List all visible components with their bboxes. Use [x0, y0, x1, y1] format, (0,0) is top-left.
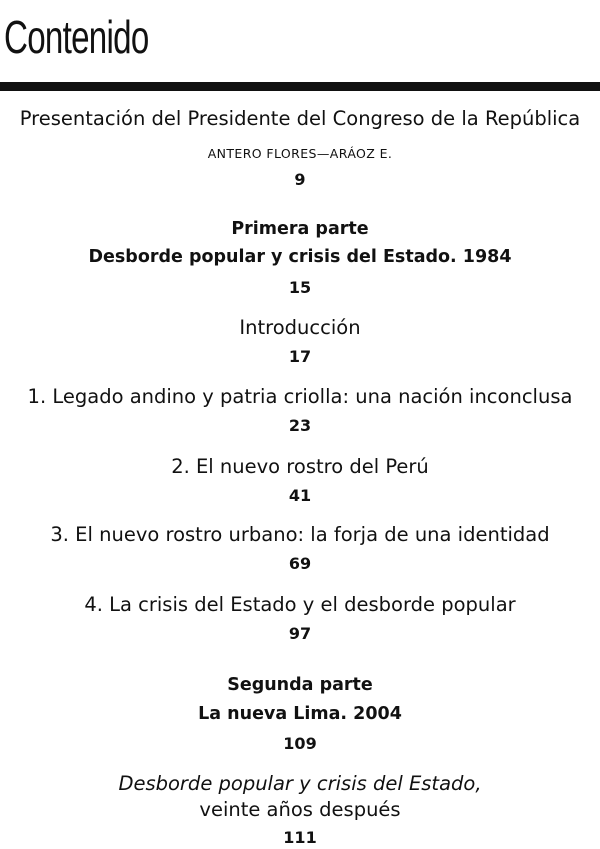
part-label: Primera parte: [231, 219, 369, 239]
toc-entry-page: 17: [288, 347, 312, 366]
part-title: La nueva Lima. 2004: [198, 704, 402, 724]
heading-rule: [0, 82, 600, 91]
toc-entry-title: 1. Legado andino y patria criolla: una nación inconclusa: [27, 385, 573, 408]
toc-entry-title: 4. La crisis del Estado y el desborde popular: [84, 593, 516, 616]
toc-entry-title: 2. El nuevo rostro del Perú: [171, 455, 429, 478]
toc-entry-title: Desborde popular y crisis del Estado,: [118, 772, 482, 795]
toc-entry-page: 69: [288, 554, 312, 573]
toc-entry-title: Introducción: [239, 316, 361, 339]
toc-entry-title: 3. El nuevo rostro urbano: la forja de una identidad: [50, 523, 550, 546]
toc-entry-page: 41: [288, 486, 312, 505]
toc-entry-author: ANTERO FLORES—ARÁOZ E.: [207, 146, 393, 161]
toc-entry-page: 97: [288, 624, 312, 643]
toc-entry-page: 9: [294, 170, 306, 189]
toc-entry-page: 109: [283, 734, 317, 753]
part-title: Desborde popular y crisis del Estado. 1984: [88, 247, 512, 267]
toc-entry-page: 111: [283, 828, 317, 847]
toc-entry-title: Presentación del Presidente del Congreso de la República: [19, 107, 581, 130]
page-heading: Contenido: [4, 11, 149, 63]
toc-entry-title-line2: veinte años después: [199, 798, 401, 821]
toc-entry-page: 23: [288, 416, 312, 435]
toc-entry-page: 15: [288, 278, 312, 297]
part-label: Segunda parte: [227, 675, 373, 695]
